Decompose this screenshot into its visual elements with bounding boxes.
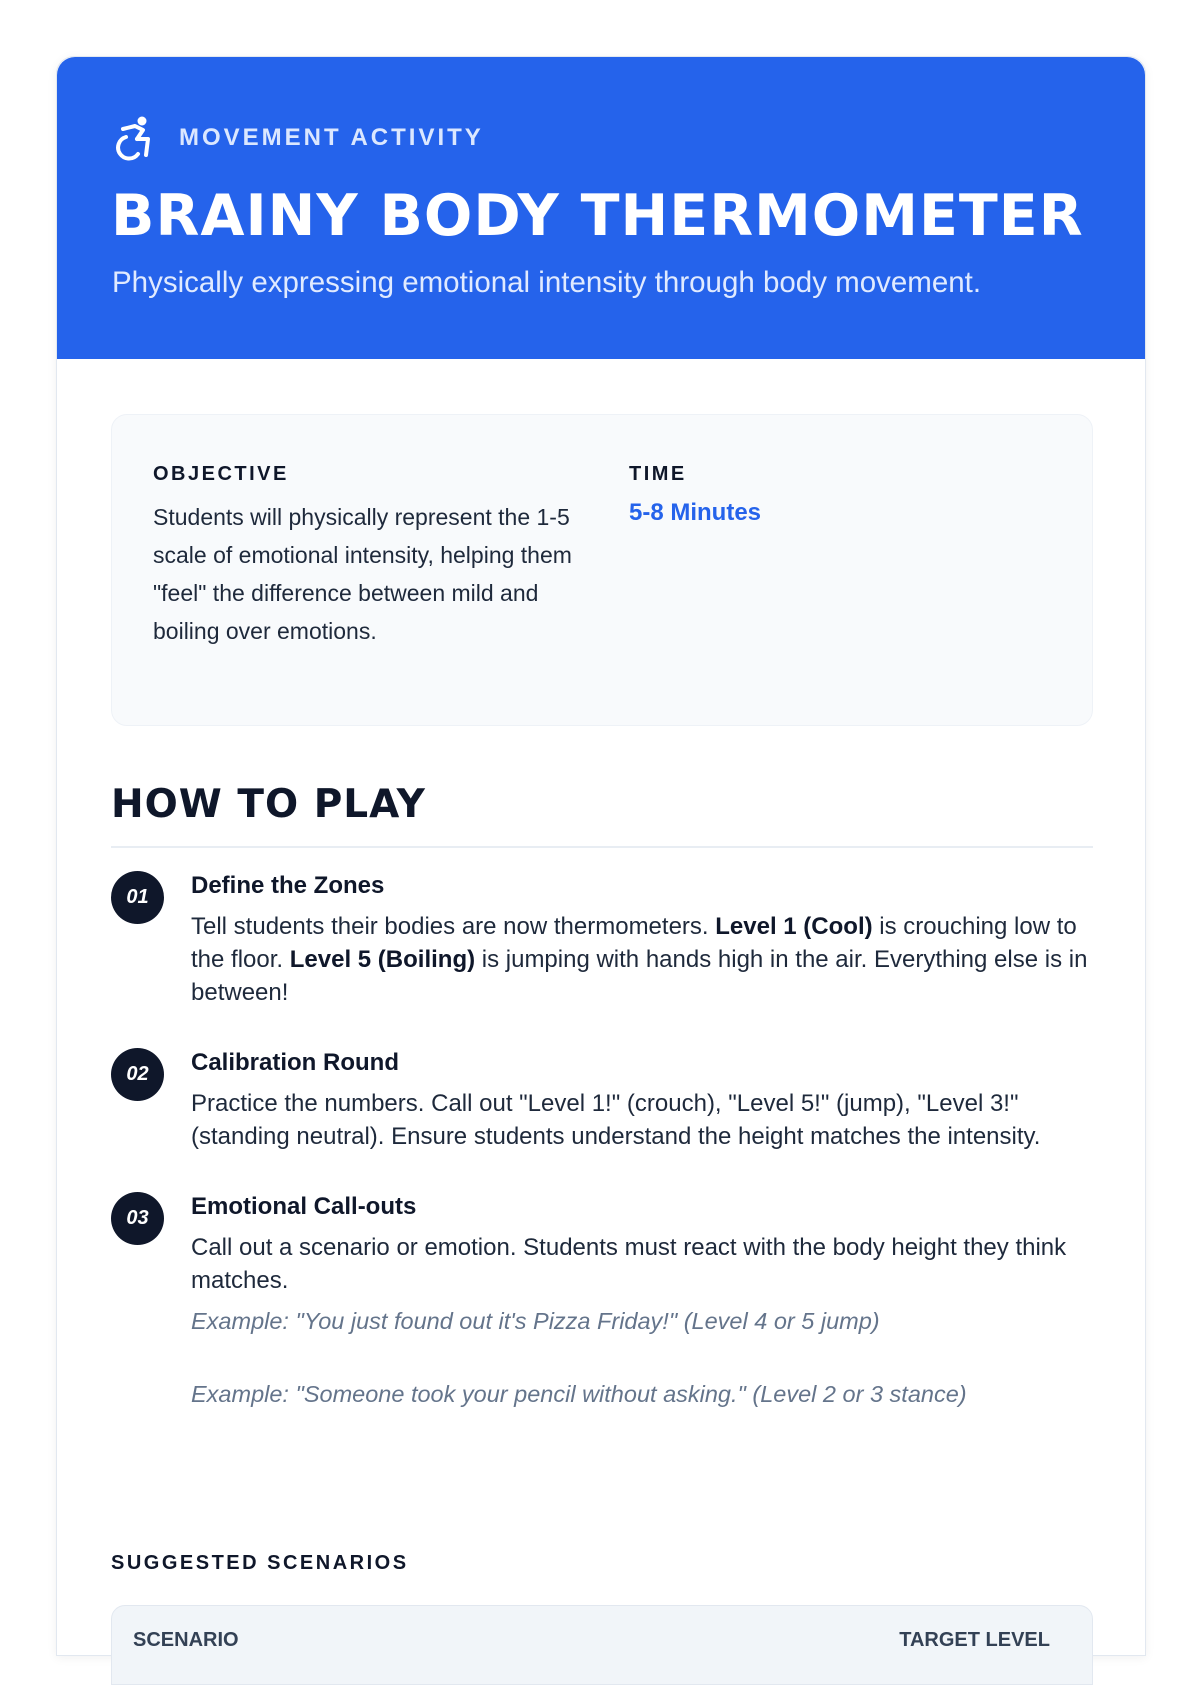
time-value: 5-8 Minutes [629, 499, 762, 526]
section-divider [111, 846, 1093, 848]
scenarios-table [111, 1605, 1093, 1685]
activity-card [56, 56, 1146, 1656]
time-label: TIME [629, 463, 687, 485]
section-title-how-to-play: HOW TO PLAY [111, 782, 426, 827]
activity-category: MOVEMENT ACTIVITY [179, 124, 484, 151]
step-body: Practice the numbers. Call out "Level 1!" (crouch), "Level 5!" (jump), "Level 3!" (standing neutral). Ensure students understand the height matches the intensity. [191, 1090, 1041, 1150]
step-title: Calibration Round [191, 1049, 399, 1076]
step-body: Tell students their bodies are now thermometers. Level 1 (Cool) is crouching low to the floor. Level 5 (Boiling) is jumping with hands high in the air. Everything else is in between! [191, 913, 1088, 1006]
step-body: Call out a scenario or emotion. Students must react with the body height they think matches. [191, 1234, 1067, 1294]
suggested-scenarios-label: SUGGESTED SCENARIOS [111, 1552, 409, 1574]
step-title: Emotional Call-outs [191, 1193, 417, 1220]
objective-text: Students will physically represent the 1-5 scale of emotional intensity, helping them "feel" the difference between mild and boiling over emotions. [153, 504, 572, 644]
page-title: BRAINY BODY THERMOMETER [111, 183, 1084, 249]
example-text: Example: "Someone took your pencil without asking." (Level 2 or 3 stance) [191, 1381, 967, 1407]
table-header-target-level: TARGET LEVEL [899, 1629, 1050, 1651]
step-number-badge: 01 [111, 871, 164, 924]
step-title: Define the Zones [191, 872, 385, 899]
step-number-badge: 02 [111, 1048, 164, 1101]
level-5-highlight: Level 5 (Boiling) [289, 946, 476, 973]
table-header-scenario: SCENARIO [133, 1629, 239, 1651]
accessibility-icon [113, 115, 157, 161]
objective-label: OBJECTIVE [153, 463, 289, 485]
step-number-badge: 03 [111, 1192, 164, 1245]
info-panel [111, 414, 1093, 726]
activity-header [57, 57, 1145, 359]
page-subtitle: Physically expressing emotional intensity through body movement. [112, 266, 982, 299]
eyebrow-row [113, 115, 484, 161]
example-text: Example: "You just found out it's Pizza Friday!" (Level 4 or 5 jump) [191, 1308, 880, 1334]
level-1-highlight: Level 1 (Cool) [715, 913, 873, 940]
